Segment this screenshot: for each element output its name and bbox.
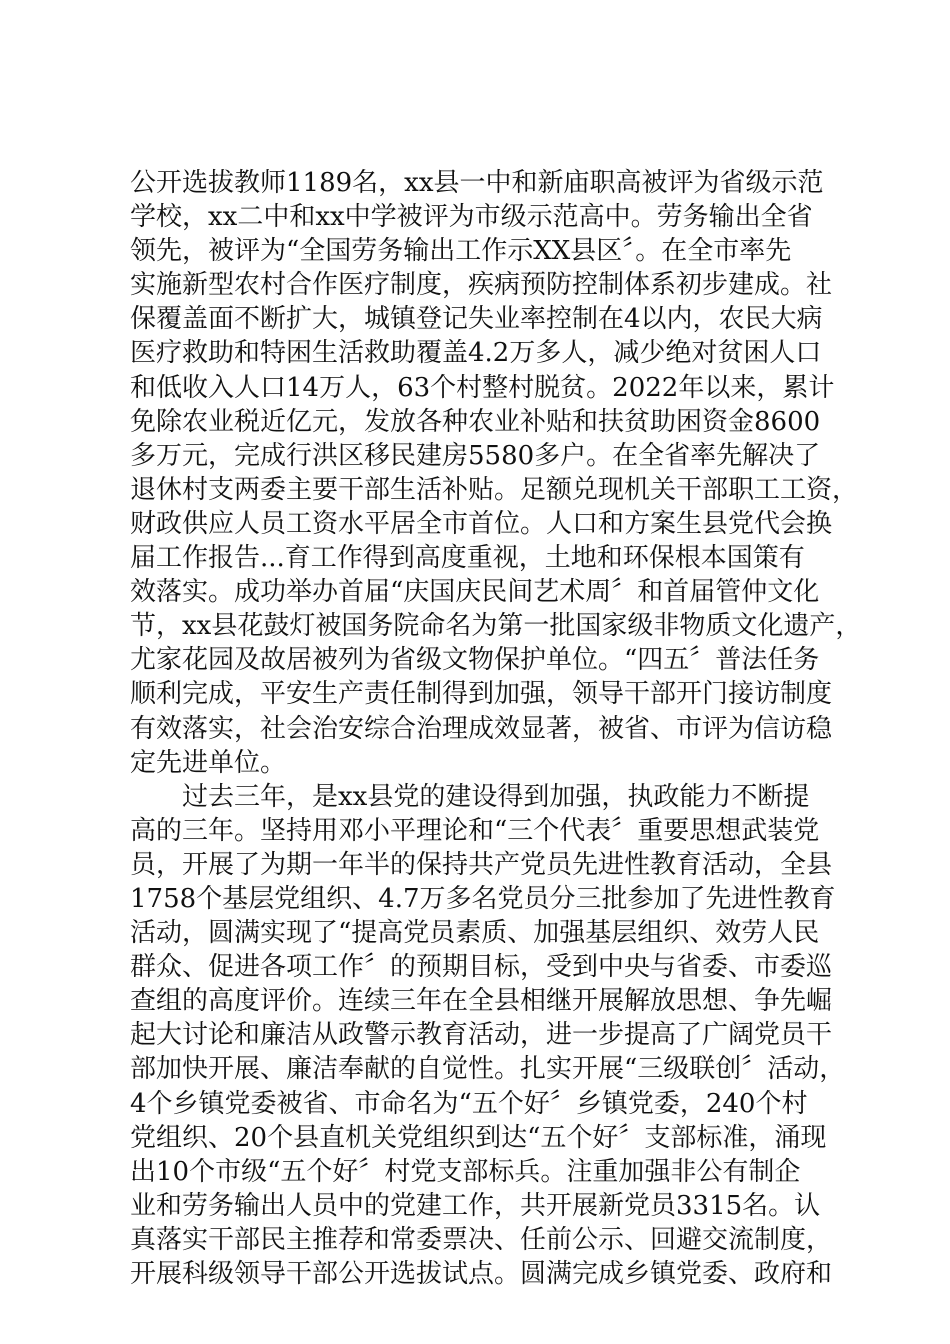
text-line: 真落实干部民主推荐和常委票决、任前公示、回避交流制度， (130, 1224, 833, 1255)
text-line: 实施新型农村合作医疗制度，疾病预防控制体系初步建成。社 (130, 270, 833, 301)
text-line: 员，开展了为期一年半的保持共产党员先进性教育活动，全县 (130, 849, 833, 880)
text-line: 免除农业税近亿元，发放各种农业补贴和扶贫助困资金8600 (130, 406, 821, 437)
text-line: 起大讨论和廉洁从政警示教育活动，进一步提高了广阔党员干 (130, 1020, 833, 1051)
text-line: 1758个基层党组织、4.7万多名党员分三批参加了先进性教育 (130, 883, 836, 914)
text-line: 学校，xx二中和xx中学被评为市级示范高中。劳务输出全省 (130, 202, 813, 233)
text-line: 高的三年。坚持用邓小平理论和“三个代表〞重要思想武装党 (130, 815, 820, 846)
text-line: 有效落实，社会治安综合治理成效显著，被省、市评为信访稳 (130, 713, 833, 744)
text-line: 4个乡镇党委被省、市命名为“五个好〞乡镇党委，240个村 (130, 1088, 808, 1119)
text-line: 和低收入人口14万人，63个村整村脱贫。2022年以来，累计 (130, 372, 835, 403)
text-line: 部加快开展、廉洁奉献的自觉性。扎实开展“三级联创〞活动， (130, 1054, 846, 1085)
text-line: 出10个市级“五个好〞村党支部标兵。注重加强非公有制企 (130, 1156, 801, 1187)
text-line: 党组织、20个县直机关党组织到达“五个好〞支部标准，涌现 (130, 1122, 827, 1153)
text-line: 活动，圆满实现了“提高党员素质、加强基层组织、效劳人民 (130, 918, 820, 949)
text-line: 医疗救助和特困生活救助覆盖4.2万多人，减少绝对贫困人口 (130, 338, 822, 369)
text-line: 顺利完成，平安生产责任制得到加强，领导干部开门接访制度 (130, 679, 833, 710)
document-body (130, 166, 862, 1291)
text-line: 查组的高度评价。连续三年在全县相继开展解放思想、争先崛 (130, 986, 833, 1017)
text-line: 公开选拔教师1189名，xx县一中和新庙职高被评为省级示范 (130, 168, 824, 198)
text-line: 届工作报告...育工作得到高度重视，土地和环保根本国策有 (130, 543, 805, 574)
text-line: 财政供应人员工资水平居全市首位。人口和方案生县党代会换 (130, 508, 833, 539)
text-line: 尤家花园及故居被列为省级文物保护单位。“四五〞普法任务 (130, 645, 820, 676)
text-line: 节，xx县花鼓灯被国务院命名为第一批国家级非物质文化遗产， (130, 611, 862, 642)
text-line: 保覆盖面不断扩大，城镇登记失业率控制在4以内，农民大病 (130, 304, 823, 335)
text-line: 多万元，完成行洪区移民建房5580多户。在全省率先解决了 (130, 440, 821, 471)
paragraph-2 (130, 780, 846, 1291)
text-line: 开展科级领导干部公开选拔试点。圆满完成乡镇党委、政府和 (130, 1259, 833, 1289)
text-line: 业和劳务输出人员中的党建工作，共开展新党员3315名。认 (130, 1190, 821, 1221)
text-line: 领先，被评为“全国劳务输出工作示XX县区〞。在全市率先 (130, 236, 792, 267)
paragraph-1 (130, 166, 862, 780)
text-line: 定先进单位。 (130, 747, 287, 778)
text-line: 群众、促进各项工作〞的预期目标，受到中央与省委、市委巡 (130, 952, 833, 983)
text-line-indented: 过去三年，是xx县党的建设得到加强，执政能力不断提 (182, 781, 810, 812)
text-line: 退休村支两委主要干部生活补贴。足额兑现机关干部职工工资， (130, 474, 859, 505)
text-line: 效落实。成功举办首届“庆国庆民间艺术周〞和首届管仲文化 (130, 577, 820, 608)
